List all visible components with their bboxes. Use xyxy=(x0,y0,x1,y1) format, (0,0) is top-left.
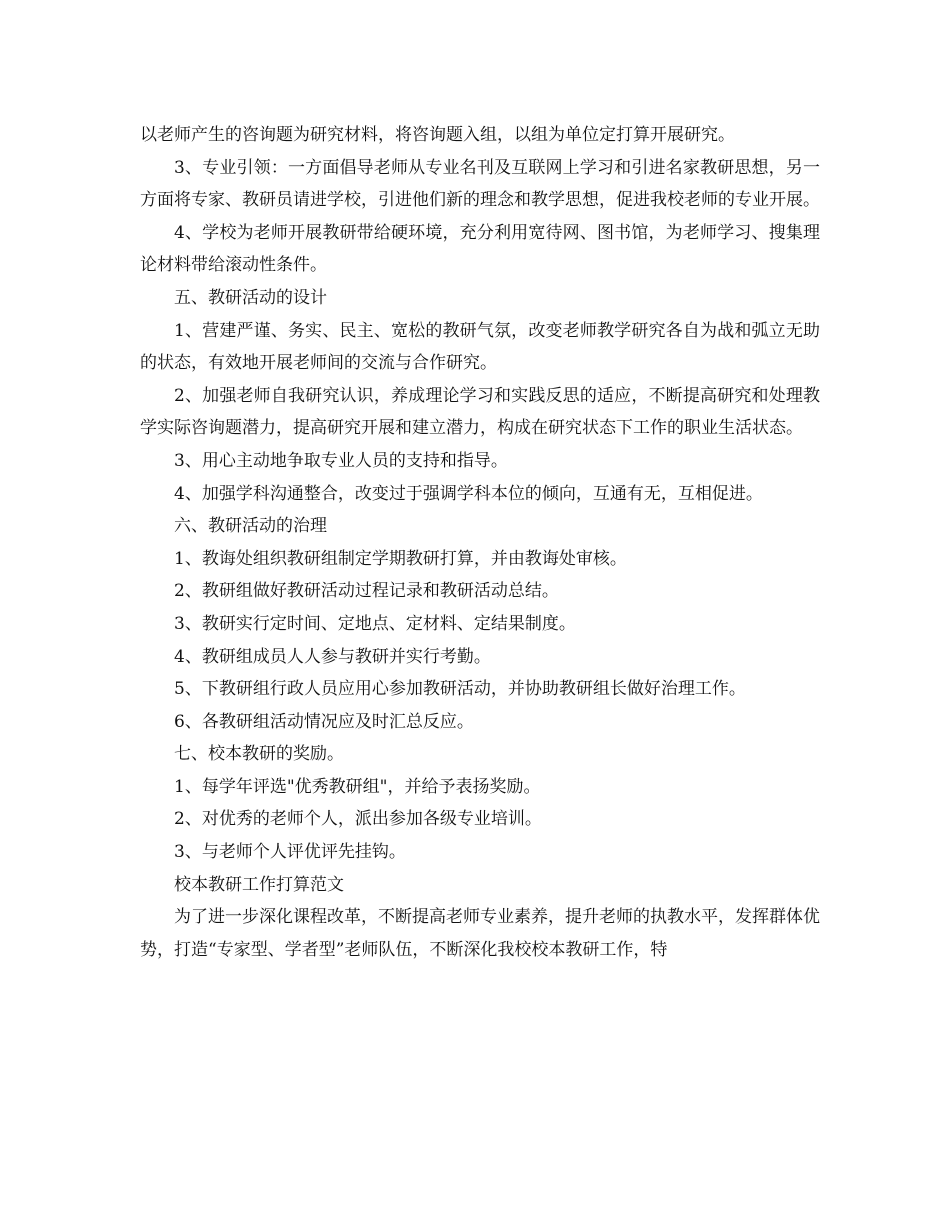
paragraph-10: 2、教研组做好教研活动过程记录和教研活动总结。 xyxy=(174,581,559,602)
paragraph-12: 4、教研组成员人人参与教研并实行考勤。 xyxy=(174,646,491,667)
paragraph-2: 4、学校为老师开展教研带给硬环境，充分利用宽待网、图书馆，为老师学习、搜集理论材料带给滚动性条件。 xyxy=(140,222,820,276)
paragraph-5: 2、加强老师自我研究认识，养成理论学习和实践反思的适应，不断提高研究和处理教学实际咨询题潜力，提高研究开展和建立潜力，构成在研究状态下工作的职业生活状态。 xyxy=(140,385,820,439)
paragraph-13: 5、下教研组行政人员应用心参加教研活动，并协助教研组长做好治理工作。 xyxy=(174,679,746,700)
document-body xyxy=(140,119,820,966)
paragraph-11: 3、教研实行定时间、定地点、定材料、定结果制度。 xyxy=(174,613,576,634)
article-title: 校本教研工作打算范文 xyxy=(174,874,344,895)
paragraph-20: 为了进一步深化课程改革，不断提高老师专业素养，提升老师的执教水平，发挥群体优势，打造“专家型、学者型”老师队伍，不断深化我校校本教研工作，特 xyxy=(140,907,820,960)
paragraph-4: 1、营建严谨、务实、民主、宽松的教研气氛，改变老师教学研究各自为战和弧立无助的状态，有效地开展老师间的交流与合作研究。 xyxy=(140,320,820,374)
paragraph-6: 3、用心主动地争取专业人员的支持和指导。 xyxy=(174,450,508,471)
paragraph-16: 1、每学年评选"优秀教研组"，并给予表扬奖励。 xyxy=(174,776,541,797)
paragraph-9: 1、教诲处组织教研组制定学期教研打算，并由教诲处审核。 xyxy=(174,548,627,569)
paragraph-7: 4、加强学科沟通整合，改变过于强调学科本位的倾向，互通有无，互相促进。 xyxy=(174,483,763,504)
section-heading-7: 七、校本教研的奖励。 xyxy=(174,744,344,765)
paragraph-14: 6、各教研组活动情况应及时汇总反应。 xyxy=(174,711,474,732)
paragraph-0: 以老师产生的咨询题为研究材料，将咨询题入组，以组为单位定打算开展研究。 xyxy=(140,125,735,145)
paragraph-18: 3、与老师个人评优评先挂钩。 xyxy=(174,842,406,863)
paragraph-17: 2、对优秀的老师个人，派出参加各级专业培训。 xyxy=(174,809,542,830)
section-heading-5: 五、教研活动的设计 xyxy=(174,287,327,308)
paragraph-1: 3、专业引领：一方面倡导老师从专业名刊及互联网上学习和引进名家教研思想，另一方面将专家、教研员请进学校，引进他们新的理念和教学思想，促进我校老师的专业开展。 xyxy=(140,157,820,211)
section-heading-6: 六、教研活动的治理 xyxy=(174,516,327,537)
